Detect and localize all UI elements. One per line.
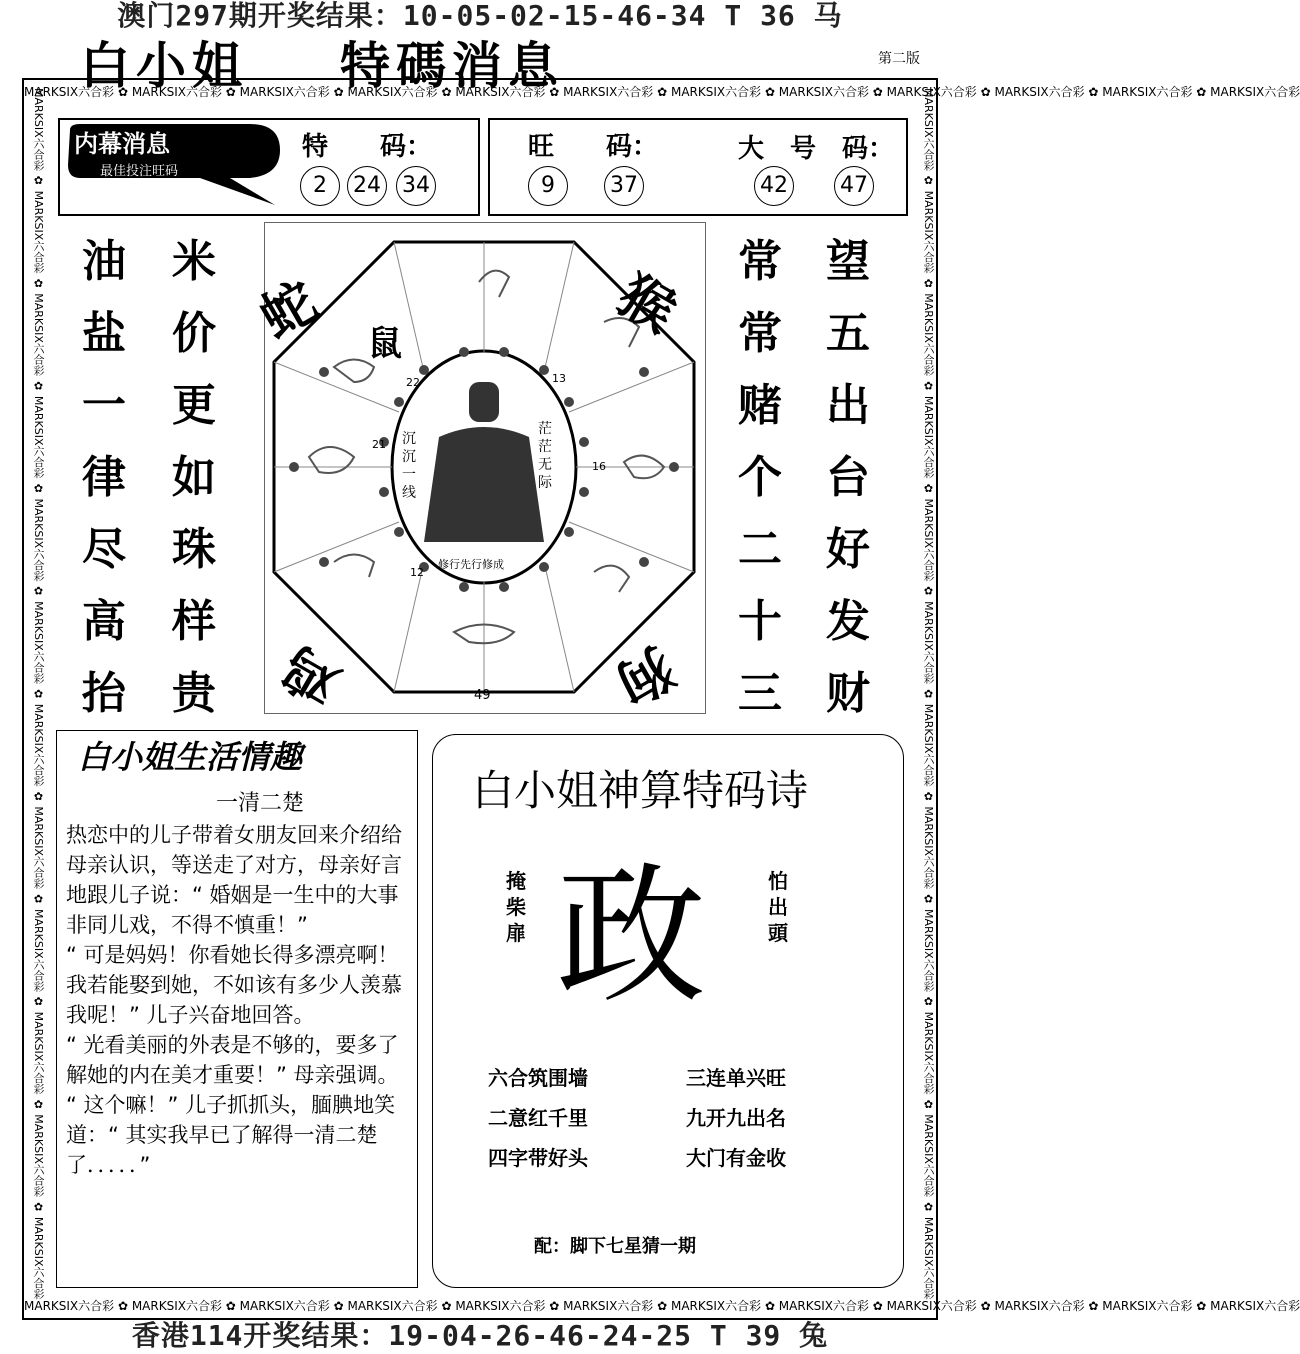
wang-ball-1: 9 — [528, 166, 568, 206]
te-ball-1: 2 — [300, 166, 340, 206]
poem-footer: 配：脚下七星猜一期 — [534, 1236, 696, 1257]
border-right — [916, 88, 936, 1300]
edition-label: 第二版 — [878, 51, 920, 67]
poem-lines-left — [488, 1058, 588, 1178]
left-verse-col-1: 油 盐 一 律 尽 高 抬 — [82, 236, 126, 719]
border-pattern-text: MARKSIX六合彩 ✿ MARKSIX六合彩 ✿ MARKSIX六合彩 ✿ MARKSIX六合彩 ✿ MARKSIX六合彩 ✿ MARKSIX六合彩 ✿ MARKSIX六合彩 ✿ MARKSIX六合彩 ✿ MARKSIX六合彩 ✿ MARKSIX六合彩 ✿ MARKSIX六合彩 ✿ MARKSIX六合彩 — [24, 85, 1300, 99]
right-verse-col-2: 望 五 出 台 好 发 财 — [826, 236, 870, 719]
poem-line: 三连单兴旺 — [686, 1066, 786, 1090]
story-title: 白小姐生活情趣 — [78, 738, 303, 776]
zodiac-corner-tl-2: 鼠 — [368, 324, 402, 364]
wang-ball-2: 37 — [604, 166, 644, 206]
zodiac-corner-tl: 蛇 — [249, 269, 329, 351]
bottom-result-banner: 香港114开奖结果：19-04-26-46-24-25 T 39 兔 — [131, 1319, 829, 1352]
border-bottom — [24, 1296, 1300, 1316]
poem-line: 六合筑围墙 — [488, 1066, 588, 1090]
title-right: 特碼消息 — [340, 36, 564, 95]
border-pattern-text-bottom: MARKSIX六合彩 ✿ MARKSIX六合彩 ✿ MARKSIX六合彩 ✿ MARKSIX六合彩 ✿ MARKSIX六合彩 ✿ MARKSIX六合彩 ✿ MARKSIX六合彩 ✿ MARKSIX六合彩 ✿ MARKSIX六合彩 ✿ MARKSIX六合彩 ✿ MARKSIX六合彩 ✿ MARKSIX六合彩 — [24, 1299, 1300, 1313]
right-verse-col-1: 常 常 赌 个 二 十 三 — [738, 236, 782, 719]
zodiac-number-16: 16 — [592, 460, 606, 473]
big-ball-2: 47 — [834, 166, 874, 206]
wang-label: 旺 码： — [528, 132, 659, 162]
bubble-title: 内幕消息 — [74, 130, 170, 158]
title-left: 白小姐 — [80, 36, 248, 95]
poem-big-char: 政 — [556, 850, 707, 1024]
figure-left-text: 沉沉一线 — [402, 431, 416, 501]
poem-left-small: 掩 柴 扉 — [506, 869, 526, 945]
story-subtitle: 一清二楚 — [216, 791, 305, 816]
story-paragraph: “ 这个嘛！” 儿子抓抓头，腼腆地笑道：“ 其实我早已了解得一清二楚了．．．．．” — [66, 1093, 396, 1177]
poem-lines-right — [686, 1058, 786, 1178]
bubble-subtitle: 最佳投注旺码 — [100, 164, 179, 179]
big-ball-1: 42 — [754, 166, 794, 206]
poem-right-small: 怕 出 頭 — [768, 869, 788, 945]
zodiac-corner-tr: 猴 — [607, 263, 687, 345]
poem-line: 九开九出名 — [686, 1106, 786, 1130]
te-label: 特 码： — [302, 132, 433, 162]
figure-caption: 修行先行修成 — [438, 558, 504, 571]
poem-line: 二意红千里 — [488, 1106, 588, 1130]
top-result-banner: 澳门297期开奖结果：10-05-02-15-46-34 T 36 马 — [117, 0, 843, 32]
border-pattern-text-left: MARKSIX六合彩 ✿ MARKSIX六合彩 ✿ MARKSIX六合彩 ✿ MARKSIX六合彩 ✿ MARKSIX六合彩 ✿ MARKSIX六合彩 ✿ MARKSIX六合彩 ✿ MARKSIX六合彩 ✿ MARKSIX六合彩 ✿ MARKSIX六合彩 ✿ MARKSIX六合彩 ✿ MARKSIX六合彩 — [32, 88, 45, 1300]
big-label: 大 号 码： — [738, 134, 895, 164]
zodiac-number-21: 21 — [372, 438, 386, 451]
zodiac-number-22: 22 — [406, 376, 420, 389]
zodiac-number-13: 13 — [552, 372, 566, 385]
figure-right-text: 茫茫无际 — [538, 421, 552, 491]
border-left — [26, 88, 46, 1300]
story-paragraph: “ 光看美丽的外表是不够的，要多了解她的内在美才重要！” 母亲强调。 — [66, 1033, 399, 1087]
poem-title: 白小姐神算特码诗 — [472, 766, 809, 815]
story-body — [66, 820, 406, 1180]
story-paragraph: “ 可是妈妈！你看她长得多漂亮啊！我若能娶到她，不如该有多少人羡慕我呢！” 儿子兴奋地回答。 — [66, 943, 402, 1027]
zodiac-number-12: 12 — [410, 566, 424, 579]
te-ball-2: 24 — [347, 166, 387, 206]
zodiac-corner-br: 狗 — [605, 634, 685, 716]
border-pattern-text-right: MARKSIX六合彩 ✿ MARKSIX六合彩 ✿ MARKSIX六合彩 ✿ MARKSIX六合彩 ✿ MARKSIX六合彩 ✿ MARKSIX六合彩 ✿ MARKSIX六合彩 ✿ MARKSIX六合彩 ✿ MARKSIX六合彩 ✿ MARKSIX六合彩 ✿ MARKSIX六合彩 ✿ MARKSIX六合彩 — [922, 88, 935, 1300]
left-verse-col-2: 米 价 更 如 珠 样 贵 — [172, 236, 216, 719]
zodiac-corner-bl: 鸡 — [271, 634, 351, 716]
zodiac-number-49: 49 — [474, 688, 491, 703]
poem-line: 大门有金收 — [686, 1146, 786, 1170]
te-ball-3: 34 — [396, 166, 436, 206]
story-paragraph: 热恋中的儿子带着女朋友回来介绍给母亲认识，等送走了对方，母亲好言地跟儿子说：“ 婚姻是一生中的大事非同儿戏，不得不慎重！” — [66, 823, 402, 937]
poem-line: 四字带好头 — [488, 1146, 588, 1170]
